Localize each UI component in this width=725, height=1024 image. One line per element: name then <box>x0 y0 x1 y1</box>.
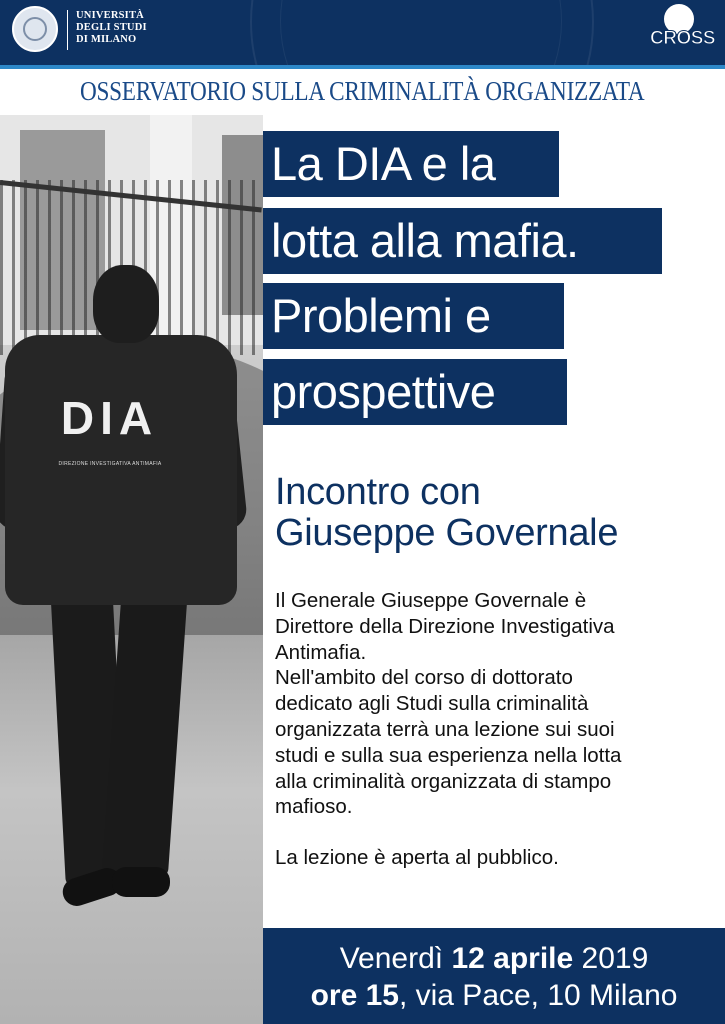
description-line: dedicato agli Studi sulla criminalità <box>275 692 589 716</box>
description-line: organizzata terrà una lezione sui suoi <box>275 717 615 741</box>
description-line: Il Generale Giuseppe Governale è <box>275 589 587 612</box>
title-line: lotta alla mafia. <box>263 208 662 274</box>
jacket-dia-subtext: DIREZIONE INVESTIGATIVA ANTIMAFIA <box>58 461 162 467</box>
event-time: ore 15 <box>310 979 399 1012</box>
seal-watermark-inner <box>280 0 562 65</box>
event-date-banner <box>263 928 725 1024</box>
speaker-heading-line: Giuseppe Governale <box>275 512 619 554</box>
paragraph-gap <box>275 820 720 845</box>
public-note: La lezione è aperta al pubblico. <box>275 846 559 870</box>
description-line: alla criminalità organizzata di stampo <box>275 769 612 793</box>
description-line: Nell'ambito del corso di dottorato <box>275 666 573 690</box>
description-line: mafioso. <box>275 795 353 819</box>
logo-divider <box>67 10 68 50</box>
event-date-row <box>263 941 725 977</box>
observatory-heading <box>0 76 725 107</box>
event-time-row <box>263 978 725 1014</box>
photo-shoe <box>112 867 170 897</box>
jacket-dia-lettering: DIA <box>60 392 159 444</box>
description-line: studi e sulla sua esperienza nella lotta <box>275 743 622 767</box>
event-address: , via Pace, 10 Milano <box>398 979 678 1012</box>
university-seal-icon <box>12 6 58 52</box>
photo-head <box>93 265 159 343</box>
observatory-heading-text: OSSERVATORIO SULLA CRIMINALITÀ ORGANIZZATA <box>80 76 645 106</box>
cross-logo <box>650 2 716 60</box>
title-line: La DIA e la <box>263 131 559 197</box>
photo-jacket <box>5 335 237 605</box>
description-line: Direttore della Direzione Investigativa <box>275 614 615 638</box>
event-description <box>275 588 720 871</box>
university-name-line: UNIVERSITÀ <box>76 10 144 21</box>
event-year: 2019 <box>581 942 649 975</box>
speaker-heading <box>275 472 715 554</box>
university-name-line: DI MILANO <box>76 34 137 45</box>
cross-logo-text: CROSS <box>650 28 716 49</box>
event-date: 12 aprile <box>451 942 574 975</box>
description-line: Antimafia. <box>275 640 367 664</box>
university-name-line: DEGLI STUDI <box>76 22 147 33</box>
dia-agent-photo <box>0 115 263 1024</box>
event-day: Venerdì <box>339 942 444 975</box>
header-accent-line <box>0 65 725 69</box>
speaker-heading-line: Incontro con <box>275 471 481 513</box>
header-bar <box>0 0 725 65</box>
title-line: Problemi e <box>263 283 564 349</box>
title-line: prospettive <box>263 359 567 425</box>
university-name <box>76 10 147 46</box>
